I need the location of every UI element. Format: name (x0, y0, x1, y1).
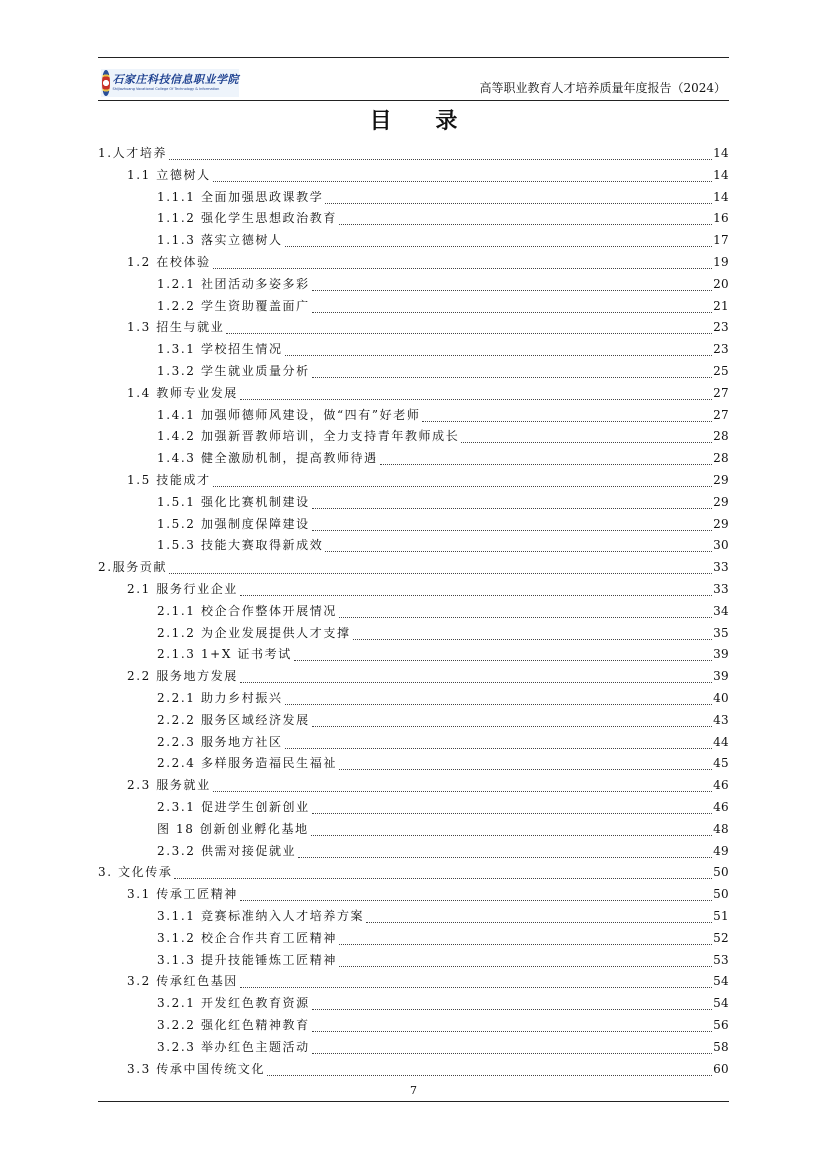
toc-entry-label: 1.2.2 学生资助覆盖面广 (157, 298, 310, 313)
toc-leader-dots (325, 551, 712, 552)
toc-entry-label: 1.人才培养 (98, 146, 168, 160)
toc-entry[interactable] (127, 775, 729, 795)
toc-entry-page: 19 (713, 255, 729, 269)
toc-entry-label: 2.1.2 为企业发展提供人才支撑 (157, 625, 351, 640)
toc-entry-label: 2.1.3 1+X 证书考试 (157, 647, 292, 662)
toc-entry[interactable] (157, 623, 729, 643)
logo-text-cn: 石家庄科技信息职业学院 (112, 73, 239, 87)
toc-entry-label: 3.2.2 强化红色精神教育 (157, 1018, 310, 1032)
toc-entry[interactable] (157, 906, 729, 926)
toc-entry-label: 2.1 服务行业企业 (127, 582, 238, 596)
toc-entry[interactable] (98, 557, 729, 577)
toc-leader-dots (213, 486, 712, 487)
college-seal-icon (102, 70, 110, 96)
toc-leader-dots (285, 748, 713, 749)
toc-entry-page: 50 (713, 865, 729, 880)
toc-entry-page: 49 (713, 843, 729, 858)
toc-entry-label: 1.4.1 加强师德师风建设，做“四有”好老师 (157, 407, 421, 422)
toc-leader-dots (213, 181, 712, 182)
toc-leader-dots (312, 377, 712, 378)
toc-entry-label: 2.2.1 助力乡村振兴 (157, 691, 283, 705)
toc-entry-page: 34 (713, 603, 729, 618)
toc-leader-dots (312, 1053, 712, 1054)
toc-leader-dots (311, 835, 712, 836)
toc-entry-label: 1.4.3 健全激励机制，提高教师待遇 (157, 451, 378, 466)
toc-entry-page: 28 (713, 429, 729, 444)
toc-leader-dots (240, 900, 712, 901)
toc-entry-label: 1.1.2 强化学生思想政治教育 (157, 211, 337, 226)
toc-leader-dots (312, 726, 712, 727)
toc-entry[interactable] (157, 361, 729, 381)
toc-entry-page: 48 (713, 821, 729, 836)
toc-leader-dots (312, 312, 712, 313)
toc-entry-label: 3.1.3 提升技能锤炼工匠精神 (157, 952, 337, 967)
toc-entry[interactable] (157, 1015, 729, 1035)
toc-entry[interactable] (157, 993, 729, 1013)
toc-entry-page: 39 (713, 647, 729, 662)
toc-entry-label: 2.2 服务地方发展 (127, 669, 238, 684)
page-title: 目 录 (369, 108, 476, 134)
toc-entry[interactable] (157, 448, 729, 468)
toc-entry-page: 58 (713, 1039, 729, 1054)
toc-entry-page: 29 (713, 473, 729, 487)
toc-entry[interactable] (157, 405, 729, 425)
toc-entry-page: 20 (713, 276, 729, 291)
toc-entry-page: 60 (713, 1061, 729, 1076)
toc-entry[interactable] (157, 819, 729, 839)
toc-leader-dots (366, 922, 712, 923)
toc-leader-dots (422, 421, 712, 422)
toc-entry-page: 14 (713, 167, 729, 182)
toc-entry-page: 52 (713, 930, 729, 945)
toc-entry-label: 1.5 技能成才 (127, 473, 211, 487)
toc-entry[interactable] (157, 753, 729, 773)
toc-entry-page: 28 (713, 451, 729, 466)
toc-entry[interactable] (157, 797, 729, 817)
toc-leader-dots (240, 595, 712, 596)
top-rule (98, 57, 729, 58)
toc-leader-dots (240, 399, 712, 400)
toc-entry[interactable] (157, 1037, 729, 1057)
toc-entry[interactable] (127, 383, 729, 403)
toc-entry[interactable] (157, 950, 729, 970)
toc-entry[interactable] (157, 187, 729, 207)
toc-entry-label: 1.5.3 技能大赛取得新成效 (157, 538, 324, 553)
toc-entry[interactable] (157, 296, 729, 316)
toc-entry-label: 1.1.3 落实立德树人 (157, 233, 283, 248)
toc-entry[interactable] (98, 143, 729, 163)
toc-entry-label: 2.1.1 校企合作整体开展情况 (157, 603, 337, 618)
toc-entry-page: 46 (713, 800, 729, 814)
toc-entry-label: 2.2.3 服务地方社区 (157, 734, 283, 749)
toc-leader-dots (312, 508, 712, 509)
toc-leader-dots (285, 246, 713, 247)
toc-entry[interactable] (127, 666, 729, 686)
toc-leader-dots (312, 290, 712, 291)
toc-entry-label: 图 18 创新创业孵化基地 (157, 821, 309, 836)
toc-entry-page: 14 (713, 146, 729, 160)
toc-leader-dots (312, 1031, 712, 1032)
logo-text-en: Shijiazhuang Vocational College Of Technology & Information (112, 87, 220, 92)
toc-entry-page: 35 (713, 625, 729, 640)
toc-entry-page: 53 (713, 952, 729, 967)
toc-entry-label: 1.3.2 学生就业质量分析 (157, 364, 310, 378)
toc-leader-dots (285, 704, 713, 705)
toc-entry-label: 1.2 在校体验 (127, 255, 211, 269)
toc-entry-page: 17 (713, 233, 729, 248)
toc-entry[interactable] (157, 688, 729, 708)
toc-entry[interactable] (127, 884, 729, 904)
toc-leader-dots (213, 268, 712, 269)
toc-entry-label: 1.2.1 社团活动多姿多彩 (157, 276, 310, 291)
toc-entry-page: 45 (713, 756, 729, 771)
toc-entry[interactable] (127, 317, 729, 337)
toc-entry[interactable] (157, 710, 729, 730)
toc-entry-label: 2.3 服务就业 (127, 778, 211, 793)
toc-entry-page: 39 (713, 669, 729, 684)
toc-leader-dots (325, 203, 712, 204)
toc-entry[interactable] (157, 841, 729, 861)
toc-entry-page: 33 (713, 582, 729, 596)
toc-entry[interactable] (157, 492, 729, 512)
toc-entry-page: 16 (713, 211, 729, 226)
toc-leader-dots (339, 944, 712, 945)
toc-entry-label: 3.2 传承红色基因 (127, 974, 238, 989)
toc-leader-dots (339, 769, 712, 770)
toc-entry-label: 1.1 立德树人 (127, 167, 211, 182)
toc-entry-page: 27 (713, 407, 729, 422)
toc-leader-dots (339, 224, 712, 225)
toc-entry-page: 54 (713, 996, 729, 1011)
toc-entry-page: 56 (713, 1018, 729, 1032)
toc-leader-dots (461, 442, 712, 443)
toc-entry-label: 1.1.1 全面加强思政课教学 (157, 189, 324, 204)
toc-entry-page: 33 (713, 560, 729, 575)
toc-leader-dots (285, 355, 713, 356)
toc-entry-label: 1.5.2 加强制度保障建设 (157, 516, 310, 531)
toc-entry[interactable] (157, 601, 729, 621)
page-number: 7 (410, 1084, 417, 1097)
toc-entry[interactable] (127, 252, 729, 272)
logo-text-block (113, 74, 240, 92)
toc-entry[interactable] (127, 971, 729, 991)
toc-leader-dots (312, 1009, 712, 1010)
toc-leader-dots (169, 159, 712, 160)
toc-entry-label: 3.1.2 校企合作共育工匠精神 (157, 930, 337, 945)
toc-leader-dots (298, 857, 712, 858)
toc-entry-label: 1.3.1 学校招生情况 (157, 342, 283, 357)
toc-entry-label: 2.3.1 促进学生创新创业 (157, 800, 310, 814)
toc-entry-label: 3.2.1 开发红色教育资源 (157, 996, 310, 1011)
toc-entry-label: 3.1 传承工匠精神 (127, 887, 238, 902)
college-logo (101, 69, 239, 97)
toc-leader-dots (294, 660, 712, 661)
toc-entry[interactable] (98, 862, 729, 882)
toc-entry-label: 3.1.1 竞赛标准纳入人才培养方案 (157, 909, 365, 923)
toc-leader-dots (226, 333, 712, 334)
toc-entry[interactable] (127, 579, 729, 599)
toc-entry-page: 46 (713, 778, 729, 793)
toc-entry-label: 1.5.1 强化比赛机制建设 (157, 494, 310, 509)
toc-entry-page: 14 (713, 189, 729, 204)
toc-entry[interactable] (127, 1059, 729, 1079)
toc-entry-page: 25 (713, 364, 729, 378)
toc-leader-dots (312, 530, 712, 531)
toc-entry-label: 3. 文化传承 (98, 865, 173, 880)
toc-leader-dots (240, 682, 712, 683)
toc-entry-page: 54 (713, 974, 729, 989)
toc-leader-dots (353, 639, 713, 640)
toc-entry-page: 30 (713, 538, 729, 553)
toc-leader-dots (339, 617, 712, 618)
toc-entry-label: 3.2.3 举办红色主题活动 (157, 1039, 310, 1054)
toc-leader-dots (312, 813, 712, 814)
toc-entry-label: 1.3 招生与就业 (127, 320, 225, 335)
toc-entry[interactable] (127, 470, 729, 490)
toc-entry-page: 21 (713, 298, 729, 313)
toc-entry-label: 1.4.2 加强新晋教师培训，全力支持青年教师成长 (157, 429, 460, 444)
toc-leader-dots (174, 878, 712, 879)
toc-entry[interactable] (157, 274, 729, 294)
report-title: 高等职业教育人才培养质量年度报告（2024） (479, 81, 726, 95)
toc-entry-label: 2.2.2 服务区域经济发展 (157, 712, 310, 727)
toc-leader-dots (213, 791, 712, 792)
toc-entry[interactable] (127, 165, 729, 185)
toc-entry-page: 23 (713, 342, 729, 357)
toc-leader-dots (267, 1075, 712, 1076)
toc-entry-label: 2.服务贡献 (98, 560, 168, 575)
toc-entry[interactable] (157, 644, 729, 664)
toc-entry-label: 2.3.2 供需对接促就业 (157, 843, 297, 858)
toc-entry[interactable] (157, 514, 729, 534)
toc-entry[interactable] (157, 732, 729, 752)
toc-leader-dots (380, 464, 712, 465)
toc-entry-page: 43 (713, 712, 729, 727)
toc-leader-dots (240, 987, 712, 988)
toc-entry[interactable] (157, 928, 729, 948)
header-rule (98, 100, 729, 101)
toc-entry-label: 2.2.4 多样服务造福民生福祉 (157, 756, 337, 771)
footer-rule (98, 1101, 729, 1102)
toc-entry[interactable] (157, 426, 729, 446)
toc-entry[interactable] (157, 230, 729, 250)
toc-entry[interactable] (157, 208, 729, 228)
toc-entry-page: 50 (713, 887, 729, 902)
toc-entry[interactable] (157, 339, 729, 359)
toc-entry-label: 1.4 教师专业发展 (127, 385, 238, 400)
toc-leader-dots (169, 573, 712, 574)
toc-entry-page: 29 (713, 494, 729, 509)
toc-entry-page: 23 (713, 320, 729, 335)
toc-entry-page: 40 (713, 691, 729, 705)
toc-leader-dots (339, 966, 712, 967)
toc-entry-page: 27 (713, 385, 729, 400)
toc-entry[interactable] (157, 535, 729, 555)
toc-entry-page: 51 (713, 909, 729, 923)
toc-entry-page: 44 (713, 734, 729, 749)
toc-entry-page: 29 (713, 516, 729, 531)
toc-entry-label: 3.3 传承中国传统文化 (127, 1061, 266, 1076)
